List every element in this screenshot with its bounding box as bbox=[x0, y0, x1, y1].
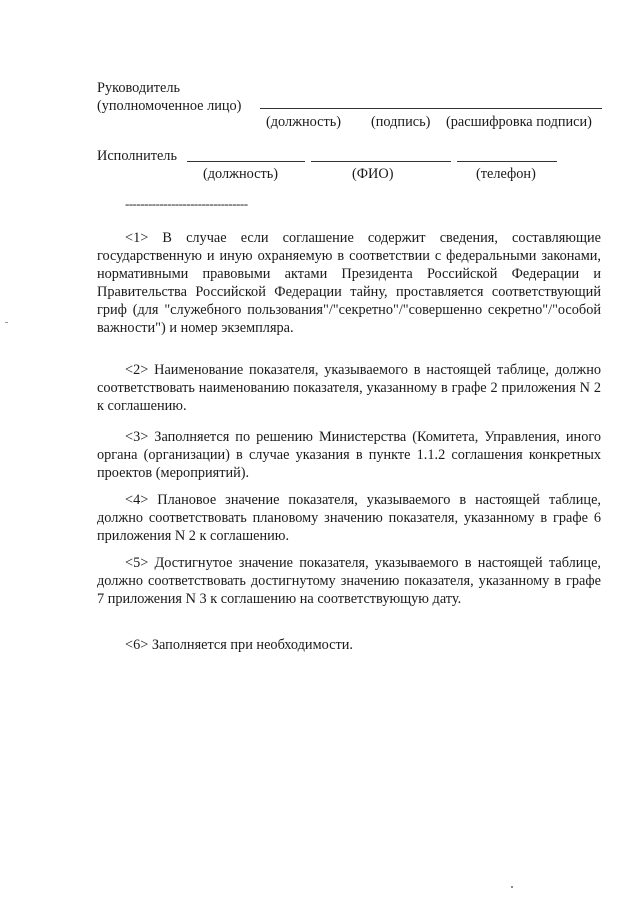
footnote-3: <3> Заполняется по решению Министерства (Комитета, Управления, иного органа (организации) в случае указания в пункте 1.1.2 соглашения конкретных проектов (мероприятий). bbox=[97, 429, 601, 481]
head-signature-caption: (подпись) bbox=[371, 114, 431, 130]
footnote-6: <6> Заполняется при необходимости. bbox=[125, 637, 353, 653]
head-label: Руководитель bbox=[97, 80, 181, 96]
footnote-separator: -------------------------------- bbox=[125, 196, 248, 211]
executor-position-caption: (должность) bbox=[203, 166, 279, 182]
head-signature-line bbox=[260, 108, 602, 109]
scan-artifact-dot bbox=[511, 886, 513, 888]
footnote-1: <1> В случае если соглашение содержит сведения, составляющие государственную и иную охраняемую в соответствии с федеральными законами, нормативными правовыми актами Президента Российской Федерации и Правительства Российской Федерации тайну, проставляется соответствующий гриф (для "служебного пользования"/"секретно"/"совершенно секретно"/"особой важности") и номер экземпляра. bbox=[97, 230, 601, 336]
executor-name-line bbox=[311, 161, 451, 162]
executor-position-line bbox=[187, 161, 305, 162]
head-decoding-caption: (расшифровка подписи) bbox=[446, 114, 592, 130]
footnote-2: <2> Наименование показателя, указываемого в настоящей таблице, должно соответствовать наименованию показателя, указанному в графе 2 приложения N 2 к соглашению. bbox=[97, 362, 601, 414]
executor-label: Исполнитель bbox=[97, 148, 177, 164]
scan-artifact bbox=[5, 322, 8, 323]
head-position-caption: (должность) bbox=[266, 114, 342, 130]
executor-phone-line bbox=[457, 161, 557, 162]
executor-name-caption: (ФИО) bbox=[352, 166, 394, 182]
head-sublabel: (уполномоченное лицо) bbox=[97, 98, 242, 114]
executor-phone-caption: (телефон) bbox=[476, 166, 536, 182]
footnote-5: <5> Достигнутое значение показателя, указываемого в настоящей таблице, должно соответствовать достигнутому значению показателя, указанному в графе 7 приложения N 3 к соглашению на соответствующую дату. bbox=[97, 555, 601, 607]
footnote-4: <4> Плановое значение показателя, указываемого в настоящей таблице, должно соответствовать плановому значению показателя, указанному в графе 6 приложения N 2 к соглашению. bbox=[97, 492, 601, 544]
